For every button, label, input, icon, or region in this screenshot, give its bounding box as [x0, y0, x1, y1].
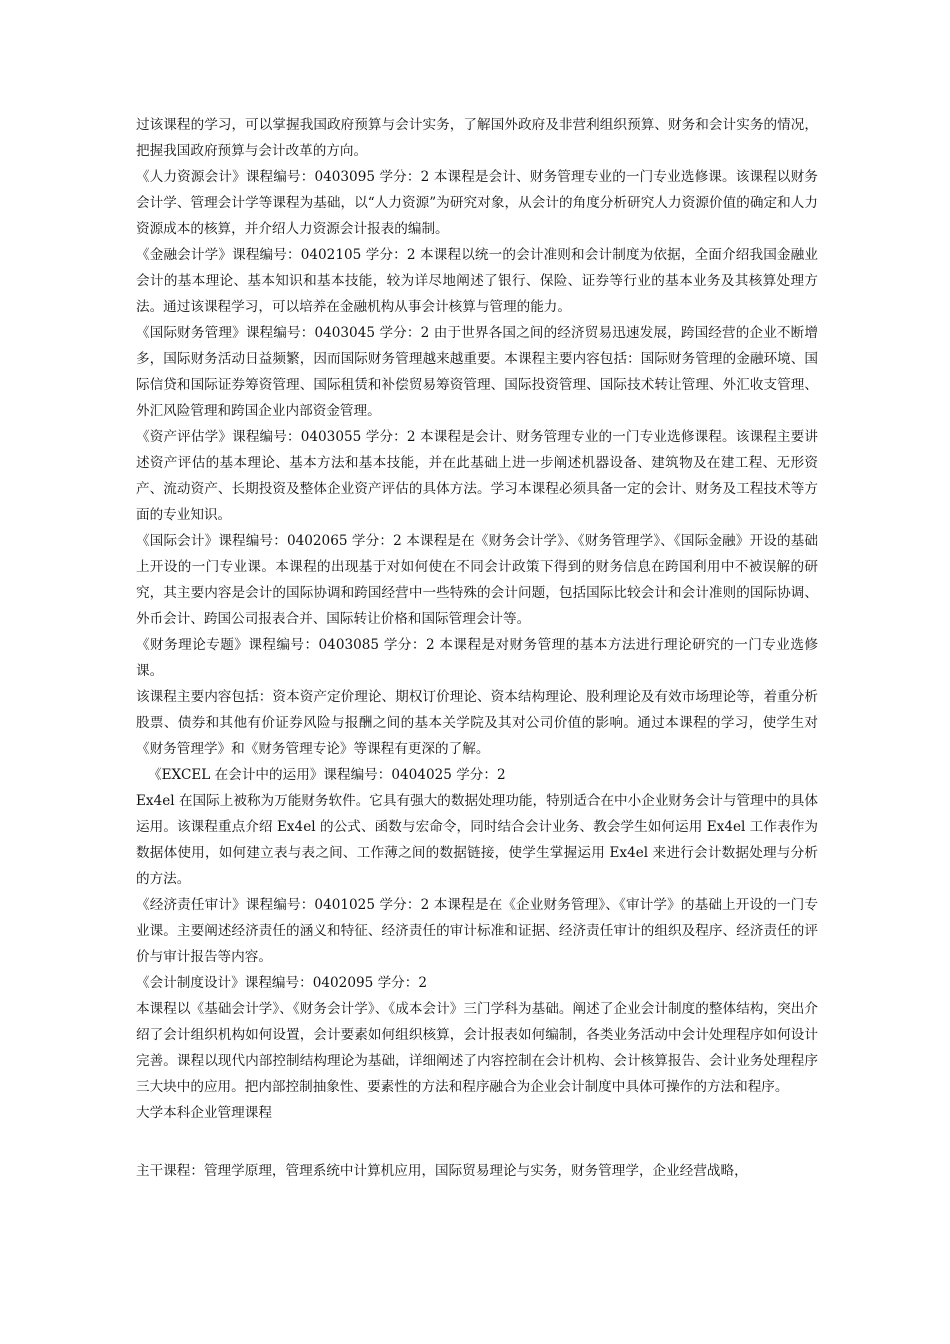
paragraph-accounting-system-design-content: 本课程以《基础会计学》、《财务会计学》、《成本会计》三门学科为基础。阐述了企业会计制度的整体结构，突出介绍了会计组织机构如何设置，会计要素如何组织核算，会计报表如何编制，各类业务活动中会计处理程序如何设计完善。课程以现代内部控制结构理论为基础，详细阐述了内容控制在会计机构、会计核算报告、会计业务处理程序三大块中的应用。把内部控制抽象性、要素性的方法和程序融合为企业会计制度中具体可操作的方法和程序。: [136, 1001, 818, 1095]
paragraph-economic-responsibility-audit: 《经济责任审计》课程编号：0401025 学分：2 本课程是在《企业财务管理》、《审计学》的基础上开设的一门专业课。主要阐述经济责任的涵义和特征、经济责任的审计标准和证据、经济责任审计的组织及程序、经济责任的评价与审计报告等内容。: [136, 897, 818, 965]
paragraph-budget-accounting-cont: 过该课程的学习，可以掌握我国政府预算与会计实务，了解国外政府及非营利组织预算、财务和会计实务的情况，把握我国政府预算与会计改革的方向。: [136, 117, 818, 159]
paragraph-human-resource-accounting: 《人力资源会计》课程编号：0403095 学分：2 本课程是会计、财务管理专业的一门专业选修课。该课程以财务会计学、管理会计学等课程为基础，以“人力资源”为研究对象，从会计的角度分析研究人力资源价值的确定和人力资源成本的核算，并介绍人力资源会计报表的编制。: [136, 169, 818, 237]
section-heading: 大学本科企业管理课程: [136, 1105, 272, 1121]
paragraph-financial-accounting: 《金融会计学》课程编号：0402105 学分：2 本课程以统一的会计准则和会计制度为依据，全面介绍我国金融业会计的基本理论、基本知识和基本技能，较为详尽地阐述了银行、保险、证券等行业的基本业务及其核算处理方法。通过该课程学习，可以培养在金融机构从事会计核算与管理的能力。: [136, 247, 818, 315]
paragraph-international-accounting: 《国际会计》课程编号：0402065 学分：2 本课程是在《财务会计学》、《财务管理学》、《国际金融》开设的基础上开设的一门专业课。本课程的出现基于对如何使在不同会计政策下得到的财务信息在跨国利用中不被误解的研究，其主要内容是会计的国际协调和跨国经营中一些特殊的会计问题，包括国际比较会计和会计准则的国际协调、外币会计、跨国公司报表合并、国际转让价格和国际管理会计等。: [136, 533, 818, 627]
paragraph-main-courses: 主干课程：管理学原理，管理系统中计算机应用，国际贸易理论与实务，财务管理学，企业经营战略，: [136, 1163, 748, 1179]
paragraph-accounting-system-design-title: 《会计制度设计》课程编号：0402095 学分：2: [136, 975, 428, 991]
paragraph-international-finance-management: 《国际财务管理》课程编号：0403045 学分：2 由于世界各国之间的经济贸易迅速发展，跨国经营的企业不断增多，国际财务活动日益频繁，因而国际财务管理越来越重要。本课程主要内容包括：国际财务管理的金融环境、国际信贷和国际证券筹资管理、国际租赁和补偿贸易筹资管理、国际投资管理、国际技术转让管理、外汇收支管理、外汇风险管理和跨国企业内部资金管理。: [136, 325, 818, 419]
paragraph-financial-theory-content: 该课程主要内容包括：资本资产定价理论、期权订价理论、资本结构理论、股利理论及有效市场理论等，着重分析股票、债券和其他有价证券风险与报酬之间的基本关学院及其对公司价值的影响。通过本课程的学习，使学生对《财务管理学》和《财务管理专论》等课程有更深的了解。: [136, 689, 818, 757]
paragraph-financial-theory-topics: 《财务理论专题》课程编号：0403085 学分：2 本课程是对财务管理的基本方法进行理论研究的一门专业选修课。: [136, 637, 818, 679]
document-page: [136, 112, 818, 1184]
paragraph-excel-course-content: Ex4el 在国际上被称为万能财务软件。它具有强大的数据处理功能，特别适合在中小企业财务会计与管理中的具体运用。该课程重点介绍 Ex4el 的公式、函数与宏命令，同时结合会计业务、教会学生如何运用 Ex4el 工作表作为数据体使用，如何建立表与表之间、工作薄之间的数据链接，使学生掌握运用 Ex4el 来进行会计数据处理与分析的方法。: [136, 793, 818, 887]
paragraph-excel-course-title: 《EXCEL 在会计中的运用》课程编号：0404025 学分：2: [148, 767, 506, 783]
paragraph-asset-valuation: 《资产评估学》课程编号：0403055 学分：2 本课程是会计、财务管理专业的一门专业选修课程。该课程主要讲述资产评估的基本理论、基本方法和基本技能，并在此基础上进一步阐述机器设备、建筑物及在建工程、无形资产、流动资产、长期投资及整体企业资产评估的具体方法。学习本课程必须具备一定的会计、财务及工程技术等方面的专业知识。: [136, 429, 818, 523]
